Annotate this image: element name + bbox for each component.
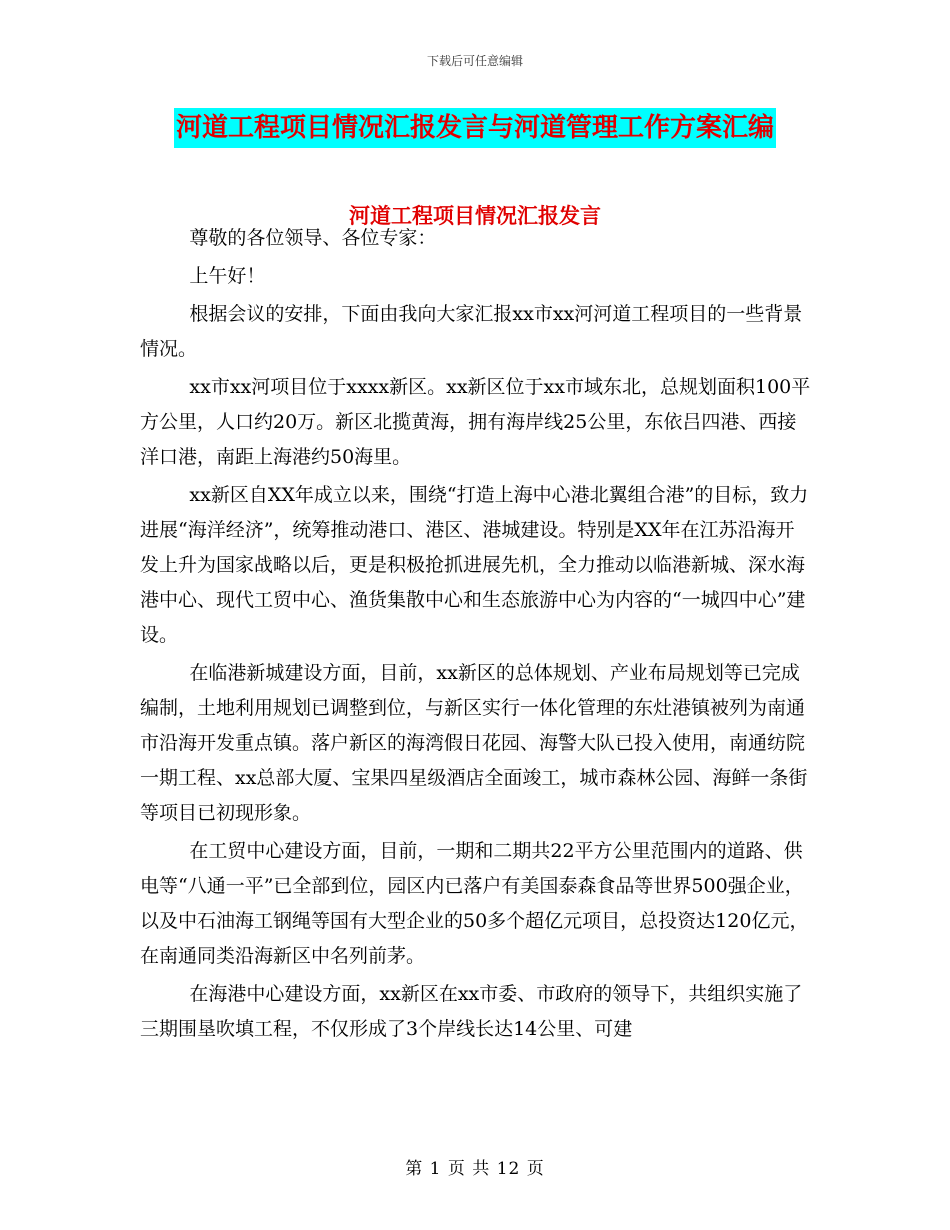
main-title: 河道工程项目情况汇报发言与河道管理工作方案汇编 [174,108,776,148]
paragraph: 尊敬的各位领导、各位专家： [189,227,437,249]
paragraph: 在工贸中心建设方面，目前，一期和二期共22平方公里范围内的道路、供电等“八通一平”已全部到位，园区内已落户有美国泰森食品等世界500强企业，以及中石油海工钢绳等国有大型企业的50多个超亿元项目，总投资达120亿元，在南通同类沿海新区中名列前茅。 [140,840,809,967]
section-title: 河道工程项目情况汇报发言 [349,203,601,228]
paragraph: 在海港中心建设方面，xx新区在xx市委、市政府的领导下，共组织实施了三期围垦吹填工程，不仅形成了3个岸线长达14公里、可建 [140,983,803,1040]
paragraph: 在临港新城建设方面，目前，xx新区的总体规划、产业布局规划等已完成编制，土地利用规划已调整到位，与新区实行一体化管理的东灶港镇被列为南通市沿海开发重点镇。落户新区的海湾假日花园、海警大队已投入使用，南通纺院一期工程、xx总部大厦、宝果四星级酒店全面竣工，城市森林公园、海鲜一条街等项目已初现形象。 [140,662,808,824]
paragraph: 上午好！ [189,265,266,287]
paragraph: 根据会议的安排，下面由我向大家汇报xx市xx河河道工程项目的一些背景情况。 [140,303,803,360]
page-header: 下载后可任意编辑 [426,54,523,68]
page-footer: 第 1 页 共 12 页 [405,1159,545,1179]
paragraph: xx新区自XX年成立以来，围绕“打造上海中心港北翼组合港”的目标，致力进展“海洋经济”，统筹推动港口、港区、港城建设。特别是XX年在江苏沿海开发上升为国家战略以后，更是积极抢抓进展先机，全力推动以临港新城、深水海港中心、现代工贸中心、渔货集散中心和生态旅游中心为内容的“一城四中心”建设。 [140,484,809,646]
document-body [140,221,812,1050]
main-title-container [0,108,950,148]
paragraph: xx市xx河项目位于xxxx新区。xx新区位于xx市域东北，总规划面积100平方公里，人口约20万。新区北揽黄海，拥有海岸线25公里，东依吕四港、西接洋口港，南距上海港约50海里。 [140,376,811,468]
